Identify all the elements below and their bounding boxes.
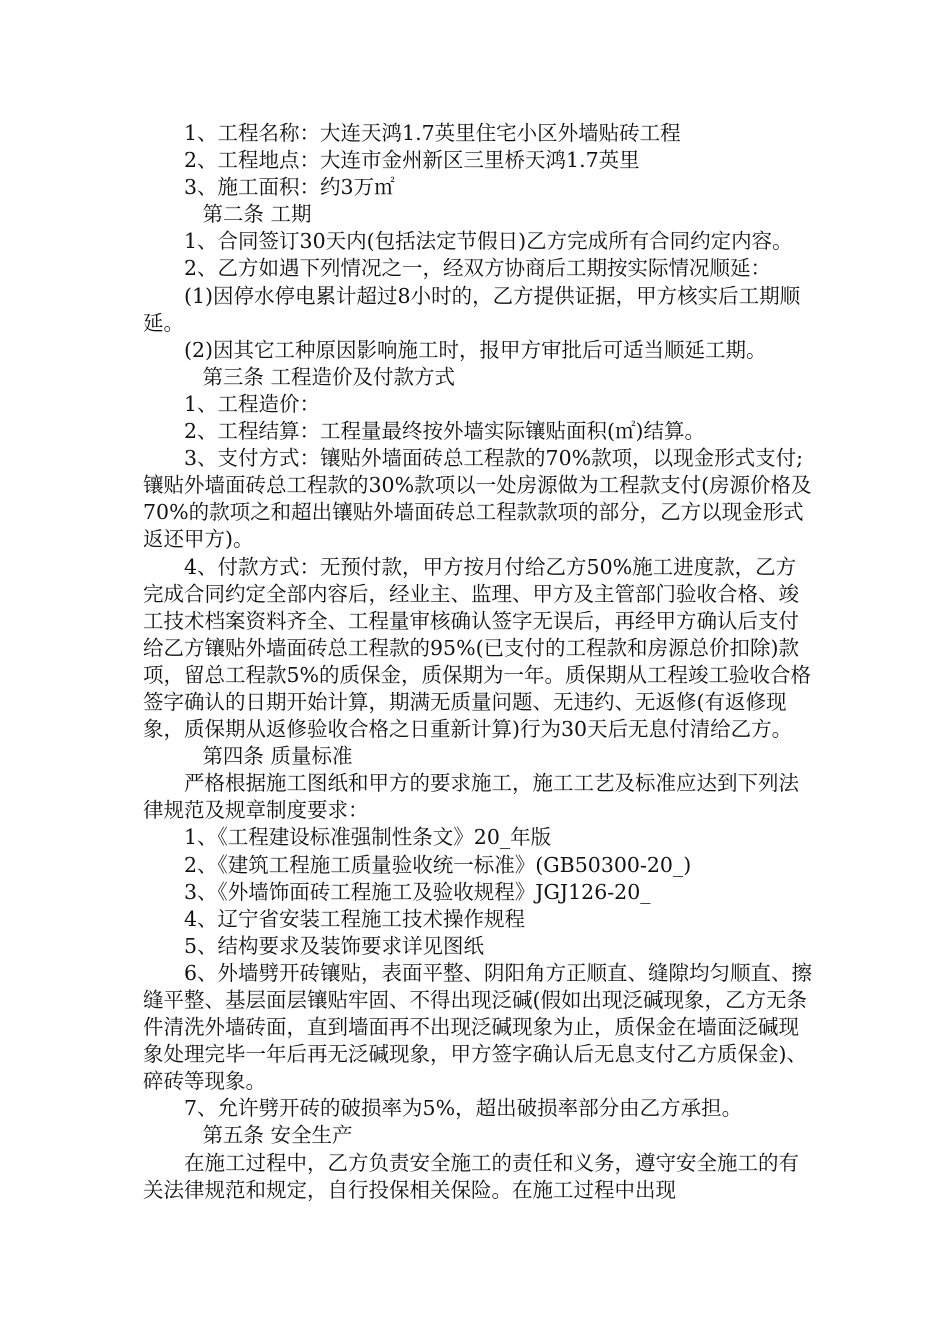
project-name-line: 1、工程名称：大连天鸿1.7英里住宅小区外墙贴砖工程 (184, 121, 681, 145)
document-page (143, 120, 813, 1204)
payment-method-clause-3: 3、支付方式：镶贴外墙面砖总工程款的70%款项，以现金形式支付;镶贴外墙面砖总工程款的30%款项以一处房源做为工程款支付(房源价格及70%的款项之和超出镶贴外墙面砖总工程款款项的部分，乙方以现金形式返还甲方)。 (143, 446, 812, 552)
article-4-heading: 第四条 质量标准 (202, 744, 353, 769)
quality-standard-7: 7、允许劈开砖的破损率为5%，超出破损率部分由乙方承担。 (184, 1096, 743, 1121)
safety-clause: 在施工过程中，乙方负责安全施工的责任和义务，遵守安全施工的有关法律规范和规定，自行投保相关保险。在施工过程中出现 (143, 1150, 799, 1202)
quality-standard-2: 2、《建筑工程施工质量验收统一标准》(GB50300-20_) (184, 852, 692, 877)
quality-standard-3: 3、《外墙饰面砖工程施工及验收规程》JGJ126-20_ (184, 879, 651, 904)
schedule-sub-clause-2: (2)因其它工种原因影响施工时，报甲方审批后可适当顺延工期。 (184, 337, 767, 362)
cost-clause-2: 2、工程结算：工程量最终按外墙实际镶贴面积(㎡)结算。 (184, 419, 706, 444)
quality-standard-5: 5、结构要求及装饰要求详见图纸 (184, 933, 485, 958)
article-2-heading: 第二条 工期 (202, 202, 312, 227)
construction-area-line: 3、施工面积：约3万㎡ (184, 175, 395, 200)
schedule-clause-2: 2、乙方如遇下列情况之一，经双方协商后工期按实际情况顺延： (184, 256, 772, 281)
cost-clause-1: 1、工程造价： (184, 391, 321, 416)
article-5-heading: 第五条 安全生产 (202, 1123, 353, 1148)
quality-standard-6: 6、外墙劈开砖镶贴，表面平整、阴阳角方正顺直、缝隙均匀顺直、擦缝平整、基层面层镶贴牢固、不得出现泛碱(假如出现泛碱现象，乙方无条件清洗外墙砖面，直到墙面再不出现泛碱现象为止，质保金在墙面泛碱现象处理完毕一年后再无泛碱现象，甲方签字确认后无息支付乙方质保金)、碎砖等现象。 (143, 960, 813, 1094)
quality-standard-4: 4、辽宁省安装工程施工技术操作规程 (184, 906, 526, 931)
schedule-sub-clause-1: (1)因停水停电累计超过8小时的，乙方提供证据，甲方核实后工期顺延。 (143, 283, 801, 335)
quality-intro: 严格根据施工图纸和甲方的要求施工，施工工艺及标准应达到下列法律规范及规章制度要求： (143, 771, 799, 823)
project-location-line: 2、工程地点：大连市金州新区三里桥天鸿1.7英里 (184, 148, 640, 173)
schedule-clause-1: 1、合同签订30天内(包括法定节假日)乙方完成所有合同约定内容。 (184, 229, 793, 254)
quality-standard-1: 1、《工程建设标准强制性条文》20_年版 (184, 825, 552, 850)
payment-method-clause-4: 4、付款方式：无预付款，甲方按月付给乙方50%施工进度款，乙方完成合同约定全部内容后，经业主、监理、甲方及主管部门验收合格、竣工技术档案资料齐全、工程量审核确认签字无误后，再经甲方确认后支付给乙方镶贴外墙面砖总工程款的95%(已支付的工程款和房源总价扣除)款项，留总工程款5%的质保金，质保期为一年。质保期从工程竣工验收合格签字确认的日期开始计算，期满无质量问题、无违约、无返修(有返修现象，质保期从返修验收合格之日重新计算)行为30天后无息付清给乙方。 (143, 554, 812, 742)
article-3-heading: 第三条 工程造价及付款方式 (202, 364, 455, 389)
